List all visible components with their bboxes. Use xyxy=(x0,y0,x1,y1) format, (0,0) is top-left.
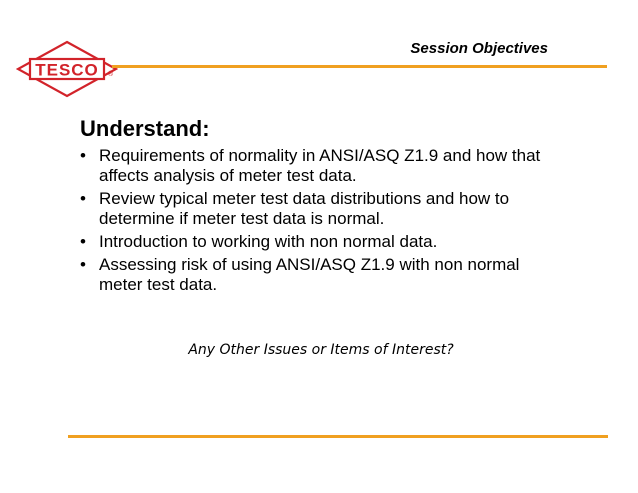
objectives-list xyxy=(80,146,550,298)
content-heading: Understand: xyxy=(80,116,210,141)
footer-rule xyxy=(68,435,608,438)
logo-wordmark: TESCO xyxy=(35,60,99,80)
objective-text: Requirements of normality in ANSI/ASQ Z1.9 and how that affects analysis of meter test data. xyxy=(99,146,541,185)
objective-item xyxy=(80,232,550,252)
bullet-marker: • xyxy=(80,189,86,208)
bullet-marker: • xyxy=(80,146,86,165)
bullet-marker: • xyxy=(80,232,86,251)
objective-text: Assessing risk of using ANSI/ASQ Z1.9 with non normal meter test data. xyxy=(99,255,520,294)
bullet-marker: • xyxy=(80,255,86,274)
registered-mark: ® xyxy=(108,71,114,78)
slide-header-title: Session Objectives xyxy=(410,40,548,57)
header-rule xyxy=(112,65,607,68)
objective-item xyxy=(80,146,550,186)
objective-text: Introduction to working with non normal data. xyxy=(99,232,438,251)
objective-item xyxy=(80,189,550,229)
tesco-logo xyxy=(16,40,118,98)
objective-item xyxy=(80,255,550,295)
objective-text: Review typical meter test data distributions and how to determine if meter test data is normal. xyxy=(99,189,510,228)
closing-question: Any Other Issues or Items of Interest? xyxy=(188,342,454,358)
